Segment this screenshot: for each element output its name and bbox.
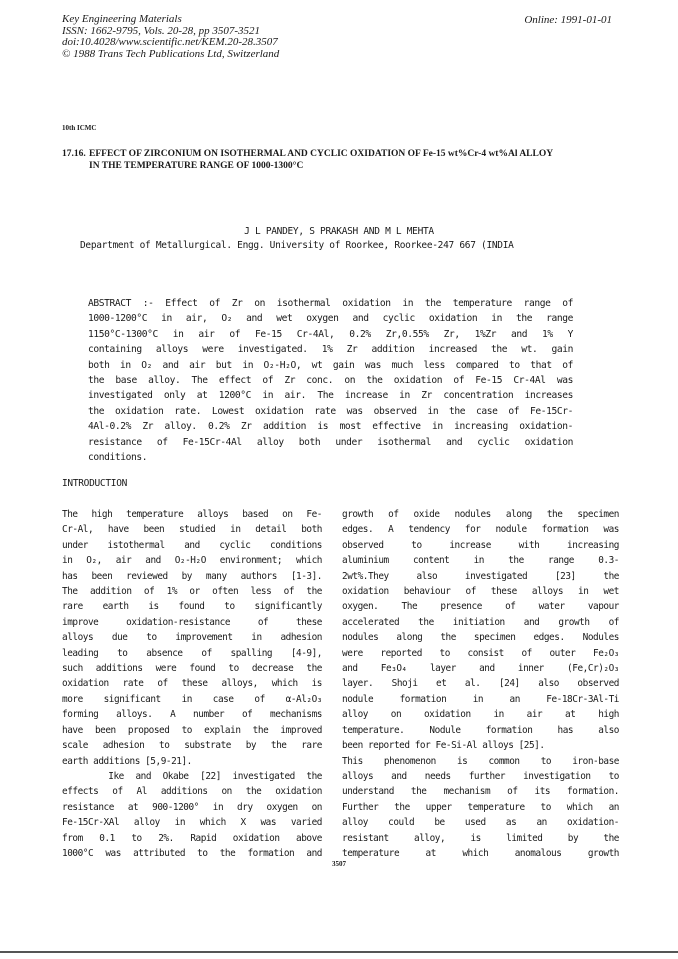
journal-header bbox=[62, 14, 279, 60]
body-line: improve oxidation-resistance of these bbox=[62, 616, 322, 628]
body-line: temperature at which anomalous growth bbox=[342, 847, 619, 859]
conference-label: 10th ICMC bbox=[62, 124, 97, 132]
body-line: alloys and needs further investigation to bbox=[342, 770, 619, 782]
body-line: Fe-15Cr-XAl alloy in which X was varied bbox=[62, 817, 322, 829]
body-line: such additions were found to decrease the bbox=[62, 663, 322, 675]
body-line: 1000°C was attributed to the formation and bbox=[62, 847, 322, 859]
page-number: 3507 bbox=[332, 860, 346, 868]
body-line: oxidation rate of these alloys, which is bbox=[62, 678, 322, 690]
body-line: Cr-Al, have been studied in detail both bbox=[62, 524, 322, 536]
body-line: has been reviewed by many authors [1-3]. bbox=[62, 570, 322, 582]
body-line: This phenomenon is common to iron-base bbox=[342, 755, 619, 767]
body-line: alloy on oxidation in air at high bbox=[342, 709, 619, 721]
body-line: Further the upper temperature to which an bbox=[342, 801, 619, 813]
body-line: The high temperature alloys based on Fe- bbox=[62, 509, 322, 520]
abstract bbox=[88, 296, 573, 465]
body-line: The addition of 1% or often less of the bbox=[62, 586, 322, 598]
body-line: nodules along the specimen edges. Nodules bbox=[342, 632, 619, 644]
affiliation: Department of Metallurgical. Engg. University of Roorkee, Roorkee-247 667 (INDIA bbox=[80, 240, 514, 251]
body-line: more significant in case of α-Al₂O₃ bbox=[62, 693, 322, 705]
body-line: resistance at 900-1200° in dry oxygen on bbox=[62, 801, 322, 813]
body-line: resistant alloy, is limited by the bbox=[342, 832, 619, 844]
body-line: alloy could be used as an oxidation- bbox=[342, 817, 619, 829]
left-column bbox=[62, 507, 322, 861]
doi-line: doi:10.4028/www.scientific.net/KEM.20-28.3507 bbox=[62, 36, 278, 48]
right-column bbox=[342, 507, 619, 861]
journal-name: Key Engineering Materials bbox=[62, 13, 182, 25]
body-line: earth additions [5,9-21]. bbox=[62, 755, 192, 767]
body-line: have been proposed to explain the improved bbox=[62, 724, 322, 736]
body-line: accelerated the initiation and growth of bbox=[342, 616, 619, 628]
body-line: from 0.1 to 2%. Rapid oxidation above bbox=[62, 832, 322, 844]
title-line-1: EFFECT OF ZIRCONIUM ON ISOTHERMAL AND CYCLIC OXIDATION OF Fe-15 wt%Cr-4 wt%Al ALLOY bbox=[89, 149, 554, 159]
abstract-line: containing alloys were investigated. 1% Zr addition increased the wt. gain bbox=[88, 344, 573, 356]
body-line: oxygen. The presence of water vapour bbox=[342, 601, 619, 613]
body-line: oxidation behaviour of these alloys in wet bbox=[342, 586, 619, 598]
online-date: Online: 1991-01-01 bbox=[524, 14, 612, 26]
body-line: alloys due to improvement in adhesion bbox=[62, 632, 322, 644]
title-line-2: IN THE TEMPERATURE RANGE OF 1000-1300°C bbox=[89, 161, 304, 171]
abstract-line: 1150°C-1300°C in air of Fe-15 Cr-4Al, 0.2% Zr,0.55% Zr, 1%Zr and 1% Y bbox=[88, 328, 573, 340]
body-line: were reported to consist of outer Fe₂O₃ bbox=[342, 647, 619, 659]
body-line: temperature. Nodule formation has also bbox=[342, 724, 619, 736]
body-line: edges. A tendency for nodule formation was bbox=[342, 524, 619, 536]
body-line: leading to absence of spalling [4-9], bbox=[62, 647, 322, 659]
introduction-heading: INTRODUCTION bbox=[62, 478, 128, 489]
copyright-line: © 1988 Trans Tech Publications Ltd, Switzerland bbox=[62, 47, 280, 60]
body-line: under istothermal and cyclic conditions bbox=[62, 539, 322, 551]
abstract-line: 1000-1200°C in air, O₂ and wet oxygen and cyclic oxidation in the range bbox=[88, 313, 573, 325]
paper-number: 17.16. bbox=[62, 149, 86, 159]
body-line: understand the mechanism of its formation. bbox=[342, 786, 619, 798]
authors: J L PANDEY, S PRAKASH AND M L MEHTA bbox=[244, 226, 434, 237]
issn-line: ISSN: 1662-9795, Vols. 20-28, pp 3507-3521 bbox=[62, 24, 260, 37]
abstract-line: conditions. bbox=[88, 452, 148, 464]
body-line: scale adhesion to substrate by the rare bbox=[62, 740, 322, 752]
abstract-line: the base alloy. The effect of Zr conc. on the oxidation of Fe-15 Cr-4Al was bbox=[88, 375, 573, 387]
body-line: aluminium content in the range 0.3- bbox=[342, 555, 619, 567]
body-line: growth of oxide nodules along the specimen bbox=[342, 509, 619, 520]
body-line: been reported for Fe-Si-Al alloys [25]. bbox=[342, 740, 545, 752]
body-line: 2wt%.They also investigated [23] the bbox=[342, 570, 619, 582]
abstract-line: the oxidation rate. Lowest oxidation rate was observed in the case of Fe-15Cr- bbox=[88, 405, 573, 417]
abstract-line: 4Al-0.2% Zr alloy. 0.2% Zr addition is most effective in increasing oxidation- bbox=[88, 421, 573, 433]
abstract-line: both in O₂ and air but in O₂-H₂O, wt gain was much less compared to that of bbox=[88, 359, 573, 371]
body-line: nodule formation in an Fe-18Cr-3Al-Ti bbox=[342, 693, 619, 705]
abstract-line: resistance of Fe-15Cr-4Al alloy both under isothermal and cyclic oxidation bbox=[88, 436, 573, 448]
body-line: forming alloys. A number of mechanisms bbox=[62, 709, 322, 721]
body-line: observed to increase with increasing bbox=[342, 539, 619, 551]
body-line: in O₂, air and O₂-H₂O environment; which bbox=[62, 555, 322, 567]
body-line: rare earth is found to significantly bbox=[62, 601, 322, 613]
abstract-line: investigated only at 1200°C in air. The increase in Zr concentration increases bbox=[88, 390, 573, 402]
abstract-line: ABSTRACT :- Effect of Zr on isothermal oxidation in the temperature range of bbox=[88, 298, 573, 309]
body-line: effects of Al additions on the oxidation bbox=[62, 786, 322, 798]
body-line: layer. Shoji et al. [24] also observed bbox=[342, 678, 619, 690]
bottom-rule bbox=[0, 951, 678, 953]
body-line: and Fe₃O₄ layer and inner (Fe,Cr)₂O₃ bbox=[342, 663, 619, 675]
body-line: Ike and Okabe [22] investigated the bbox=[62, 770, 322, 782]
paper-title bbox=[62, 148, 622, 172]
